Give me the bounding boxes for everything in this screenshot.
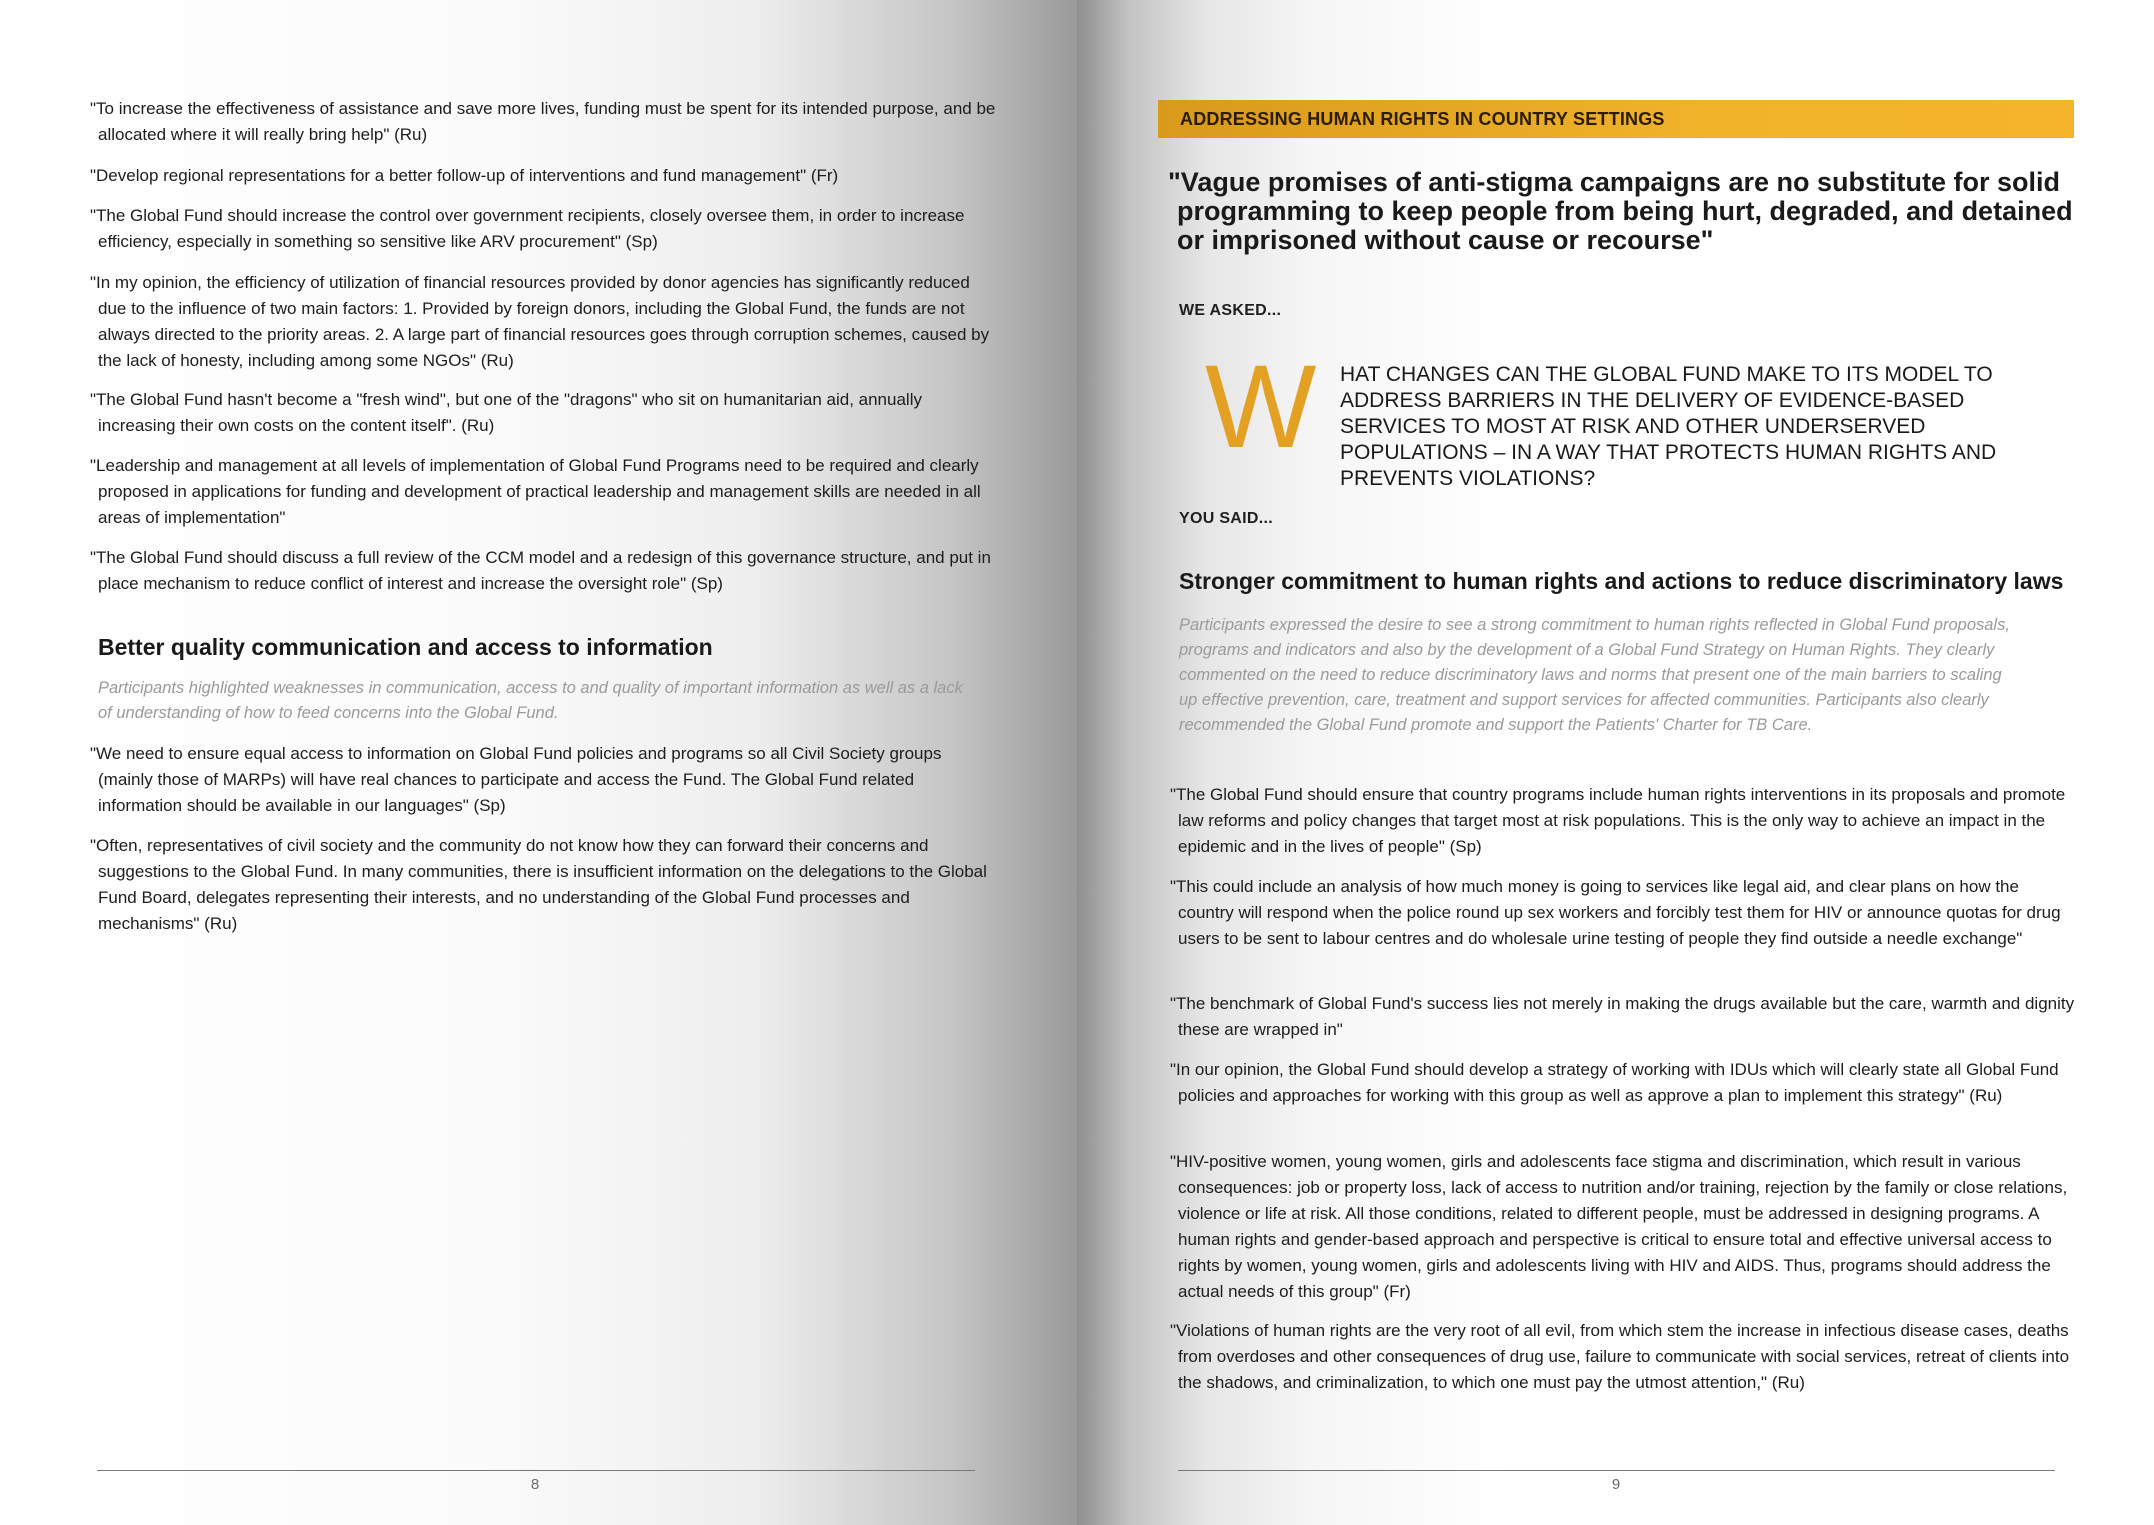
- section-heading: Better quality communication and access to information: [98, 634, 713, 660]
- pull-quote: "Vague promises of anti-stigma campaigns are no substitute for solid programming to keep people from being hurt, degraded, and detained or imprisoned without cause or recourse": [1168, 167, 2073, 255]
- page-number: 8: [530, 1476, 540, 1493]
- quote-item: "The benchmark of Global Fund's success lies not merely in making the drugs available but the care, warmth and dignity these are wrapped in": [1170, 994, 2075, 1039]
- section-banner: ADDRESSING HUMAN RIGHTS IN COUNTRY SETTINGS: [1158, 100, 2074, 138]
- quote-item: "Violations of human rights are the very root of all evil, from which stem the increase in infectious disease cases, deaths from overdoses and other consequences of drug use, failure to communicate with social services, retreat of clients into the shadows, and criminalization, to which one must pay the utmost attention," (Ru): [1170, 1321, 2070, 1392]
- section-intro: Participants highlighted weaknesses in communication, access to and quality of important information as well as a lack of understanding of how to feed concerns into the Global Fund.: [98, 679, 963, 722]
- section-intro: Participants expressed the desire to see a strong commitment to human rights reflected in Global Fund proposals, programs and indicators and also by the development of a Global Fund Strategy on Human Rights. They clearly commented on the need to reduce discriminatory laws and norms that present one of the main barriers to scaling up effective prevention, care, treatment and support services for affected communities. Participants also clearly recommended the Global Fund promote and support the Patients' Charter for TB Care.: [1179, 616, 2010, 734]
- we-asked-label: WE ASKED...: [1179, 302, 1282, 319]
- quote-item: "This could include an analysis of how much money is going to services like legal aid, and clear plans on how the country will respond when the police round up sex workers and forcibly test them for HIV or announce quotas for drug users to be sent to labour centres and do wholesale urine testing of people they find outside a needle exchange": [1170, 877, 2061, 948]
- section-heading: Stronger commitment to human rights and actions to reduce discriminatory laws: [1179, 568, 2064, 594]
- quote-item: "Develop regional representations for a better follow-up of interventions and fund management" (Fr): [90, 166, 839, 185]
- quote-item: "To increase the effectiveness of assistance and save more lives, funding must be spent for its intended purpose, and be allocated where it will really bring help" (Ru): [90, 99, 996, 144]
- quote-item: "In my opinion, the efficiency of utilization of financial resources provided by donor agencies has significantly reduced due to the influence of two main factors: 1. Provided by foreign donors, including the Global Fund, the funds are not always directed to the priority areas. 2. A large part of financial resources goes through corruption schemes, caused by the lack of honesty, including among some NGOs" (Ru): [90, 273, 990, 370]
- footer-rule: [1178, 1470, 2055, 1471]
- question-text: HAT CHANGES CAN THE GLOBAL FUND MAKE TO ITS MODEL TO ADDRESS BARRIERS IN THE DELIVERY OF EVIDENCE-BASED SERVICES TO MOST AT RISK AND OTHER UNDERSERVED POPULATIONS – IN A WAY THAT PROTECTS HUMAN RIGHTS AND PREVENTS VIOLATIONS?: [1340, 363, 1997, 490]
- quote-item: "Often, representatives of civil society and the community do not know how they can forward their concerns and suggestions to the Global Fund. In many communities, there is insufficient information on the delegations to the Global Fund Board, delegates representing their interests, and no understanding of the Global Fund processes and mechanisms" (Ru): [90, 836, 987, 933]
- you-said-label: YOU SAID...: [1179, 510, 1273, 527]
- quote-item: "HIV-positive women, young women, girls and adolescents face stigma and discrimination, which result in various consequences: job or property loss, lack of access to nutrition and/or training, rejection by the family or close relations, violence or life at risk. All those conditions, related to different people, must be addressed in designing programs. A human rights and gender-based approach and perspective is critical to ensure total and effective universal access to rights by women, young women, girls and adolescents living with HIV and AIDS. Thus, programs should address the actual needs of this group" (Fr): [1170, 1152, 2068, 1301]
- page-number: 9: [1611, 1476, 1621, 1493]
- footer-rule: [97, 1470, 975, 1471]
- quote-item: "The Global Fund should increase the control over government recipients, closely oversee them, in order to increase efficiency, especially in something so sensitive like ARV procurement" (Sp): [90, 206, 965, 251]
- quote-item: "The Global Fund should ensure that country programs include human rights interventions in its proposals and promote law reforms and policy changes that target most at risk populations. This is the only way to achieve an impact in the epidemic and in the lives of people" (Sp): [1170, 785, 2066, 856]
- quote-item: "Leadership and management at all levels of implementation of Global Fund Programs need to be required and clearly proposed in applications for funding and development of practical leadership and management skills are needed in all areas of implementation": [90, 456, 981, 527]
- drop-cap: W: [1205, 341, 1317, 473]
- quote-item: "We need to ensure equal access to information on Global Fund policies and programs so all Civil Society groups (mainly those of MARPs) will have real chances to participate and access the Fund. The Global Fund related information should be available in our languages" (Sp): [90, 744, 942, 815]
- quote-item: "In our opinion, the Global Fund should develop a strategy of working with IDUs which will clearly state all Global Fund policies and approaches for working with this group as well as approve a plan to implement this strategy" (Ru): [1170, 1060, 2059, 1105]
- quote-item: "The Global Fund should discuss a full review of the CCM model and a redesign of this governance structure, and put in place mechanism to reduce conflict of interest and increase the oversight role" (Sp): [90, 548, 991, 593]
- quote-item: "The Global Fund hasn't become a "fresh wind", but one of the "dragons" who sit on humanitarian aid, annually increasing their own costs on the content itself". (Ru): [90, 390, 922, 435]
